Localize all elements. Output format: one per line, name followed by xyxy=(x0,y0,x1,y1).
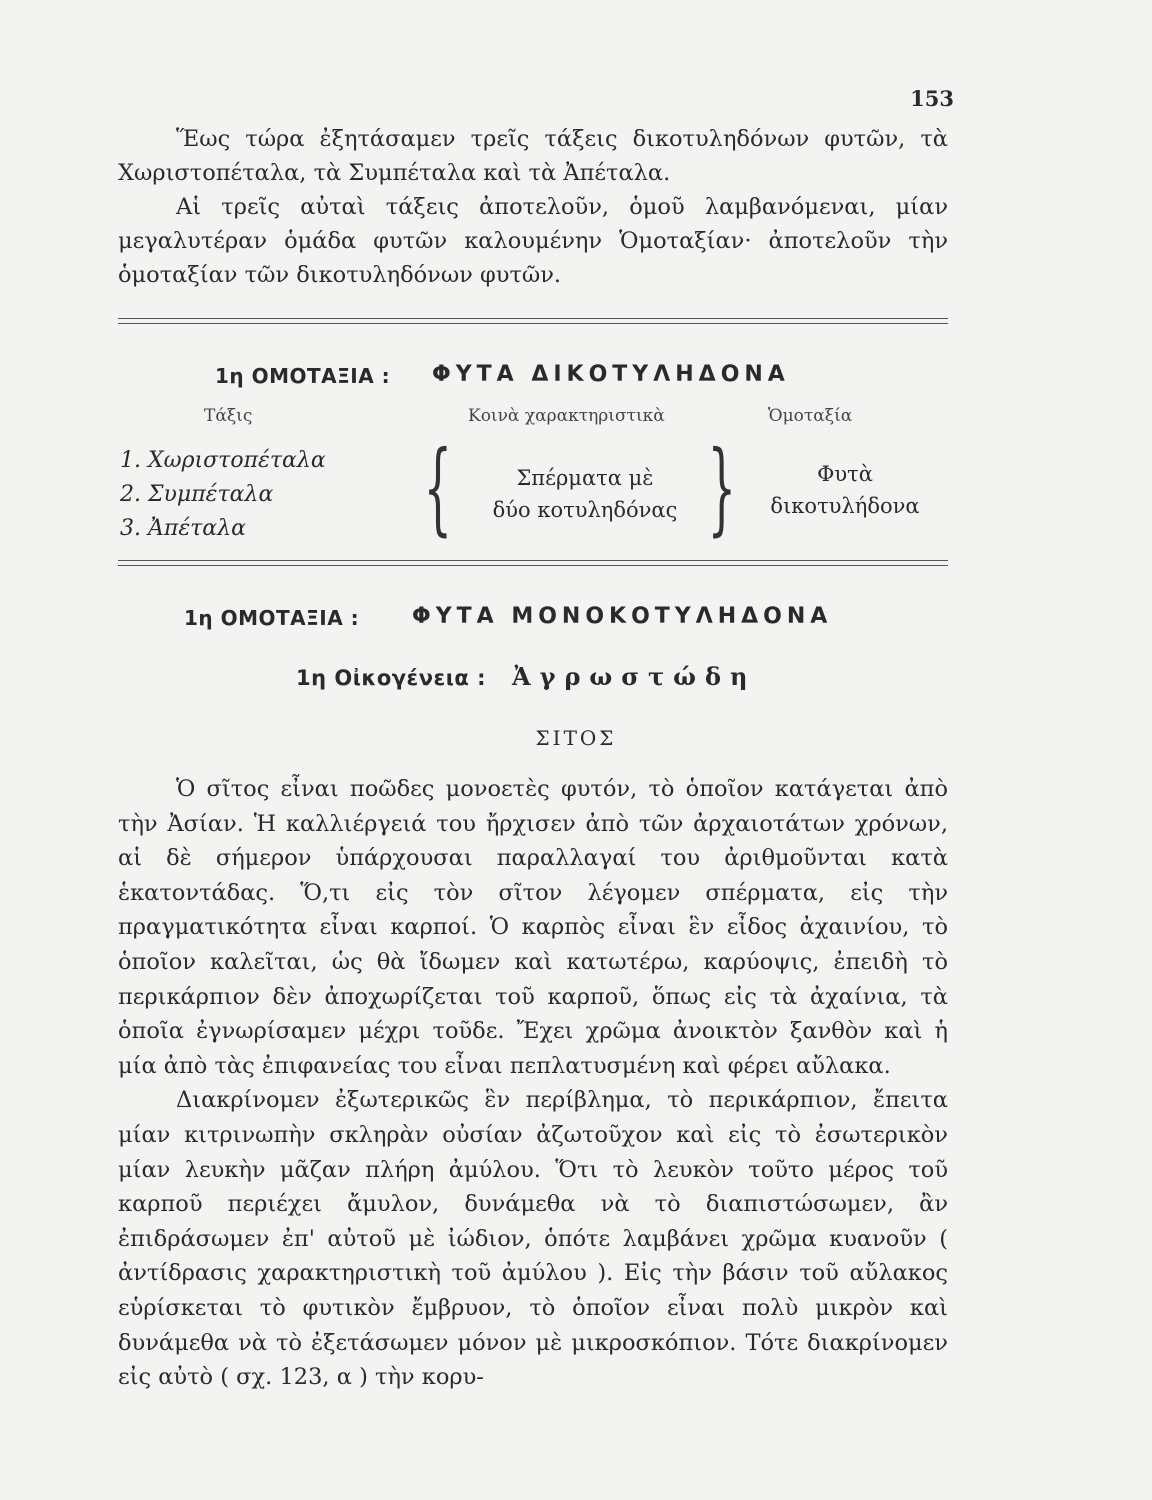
family-name: Ἀγρωστώδη xyxy=(512,662,757,691)
common-line-2: δύο κοτυληδόνας xyxy=(492,498,678,522)
section1-label: 1η ΟΜΟΤΑΞΙΑ : xyxy=(215,364,391,388)
order-item: 2. Συμπέταλα xyxy=(120,482,274,507)
col-head-common: Κοινὰ χαρακτηριστικὰ xyxy=(468,406,665,426)
intro-paragraph-1: Ἕως τώρα ἐξητάσαμεν τρεῖς τάξεις δικοτυληδόνων φυτῶν, τὰ Χωριστοπέταλα, τὰ Συμπέταλα καὶ τὰ Ἀπέταλα. xyxy=(118,126,948,186)
order-item: 3. Ἀπέταλα xyxy=(120,516,246,541)
body-paragraph-2: Διακρίνομεν ἐξωτερικῶς ἓν περίβλημα, τὸ περικάρπιον, ἔπειτα μίαν κιτρινωπὴν σκληρὰν οὐσίαν ἀζωτοῦχον καὶ εἰς τὸ ἐσωτερικὸν μίαν λευκὴν μᾶζαν πλήρη ἀμύλου. Ὅτι τὸ λευκὸν τοῦτο μέρος τοῦ καρποῦ περιέχει ἄμυλον, δυνάμεθα νὰ τὸ διαπιστώσωμεν, ἂν ἐπιδράσωμεν ἐπ' αὐτοῦ μὲ ἰώδιον, ὁπότε λαμβάνει χρῶμα κυανοῦν ( ἀντίδρασις χαρακτηριστικὴ τοῦ ἀμύλου ). Εἰς τὴν βάσιν τοῦ αὔλακος εὑρίσκεται τὸ φυτικὸν ἔμβρυον, τὸ ὁποῖον εἶναι πολὺ μικρὸν καὶ δυνάμεθα νὰ τὸ ἐξετάσωμεν μόνον μὲ μικροσκόπιον. Τότε διακρίνομεν εἰς αὐτὸ ( σχ. 123, α ) τὴν κορυ- xyxy=(118,1087,948,1391)
right-brace: } xyxy=(707,429,737,546)
class-line-1: Φυτὰ xyxy=(817,462,873,486)
common-characteristics xyxy=(450,462,720,526)
divider-mid-2 xyxy=(118,565,948,566)
family-label: 1η Οἰκογένεια : xyxy=(296,666,487,690)
section2-label: 1η ΟΜΟΤΑΞΙΑ : xyxy=(184,606,360,630)
left-brace: { xyxy=(423,429,453,546)
divider-top-1 xyxy=(118,318,948,319)
section1-title: ΦΥΤΑ ΔΙΚΟΤΥΛΗΔΟΝΑ xyxy=(432,362,790,387)
divider-mid-1 xyxy=(118,560,948,561)
divider-top-2 xyxy=(118,323,948,324)
intro-text xyxy=(118,122,948,292)
body-paragraph-1: Ὁ σῖτος εἶναι ποῶδες μονοετὲς φυτόν, τὸ ὁποῖον κατάγεται ἀπὸ τὴν Ἀσίαν. Ἡ καλλιέργειά του ἤρχισεν ἀπὸ τῶν ἀρχαιοτάτων χρόνων, αἱ δὲ σήμερον ὑπάρχουσαι παραλλαγαί του ἀριθμοῦνται κατὰ ἑκατοντάδας. Ὅ,τι εἰς τὸν σῖτον λέγομεν σπέρματα, εἰς τὴν πραγματικότητα εἶναι καρποί. Ὁ καρπὸς εἶναι ἓν εἶδος ἀχαινίου, τὸ ὁποῖον καλεῖται, ὡς θὰ ἴδωμεν καὶ κατωτέρω, καρύοψις, ἐπειδὴ τὸ περικάρπιον δὲν ἀποχωρίζεται τοῦ καρποῦ, ὅπως εἰς τὰ ἀχαίνια, τὰ ὁποῖα ἐγνωρίσαμεν μέχρι τοῦδε. Ἔχει χρῶμα ἀνοικτὸν ξανθὸν καὶ ἡ μία ἀπὸ τὰς ἐπιφανείας του εἶναι πεπλατυσμένη καὶ φέρει αὔλακα. xyxy=(118,776,948,1079)
intro-paragraph-2: Αἱ τρεῖς αὐταὶ τάξεις ἀποτελοῦν, ὁμοῦ λαμβανόμεναι, μίαν μεγαλυτέραν ὁμάδα φυτῶν καλουμένην Ὁμοταξίαν· ἀποτελοῦν τὴν ὁμοταξίαν τῶν δικοτυληδόνων φυτῶν. xyxy=(118,194,948,288)
page-number: 153 xyxy=(910,86,954,111)
class-name xyxy=(760,458,930,522)
order-list xyxy=(120,444,326,546)
col-head-class: Ὁμοταξία xyxy=(768,406,853,426)
order-item: 1. Χωριστοπέταλα xyxy=(120,448,326,473)
subject-title: ΣΙΤΟΣ xyxy=(535,726,617,750)
common-line-1: Σπέρματα μὲ xyxy=(516,466,654,490)
class-line-2: δικοτυλήδονα xyxy=(770,494,920,518)
col-head-orders: Τάξις xyxy=(204,406,253,426)
body-text xyxy=(118,772,948,1395)
section2-title: ΦΥΤΑ ΜΟΝΟΚΟΤΥΛΗΔΟΝΑ xyxy=(412,604,833,629)
